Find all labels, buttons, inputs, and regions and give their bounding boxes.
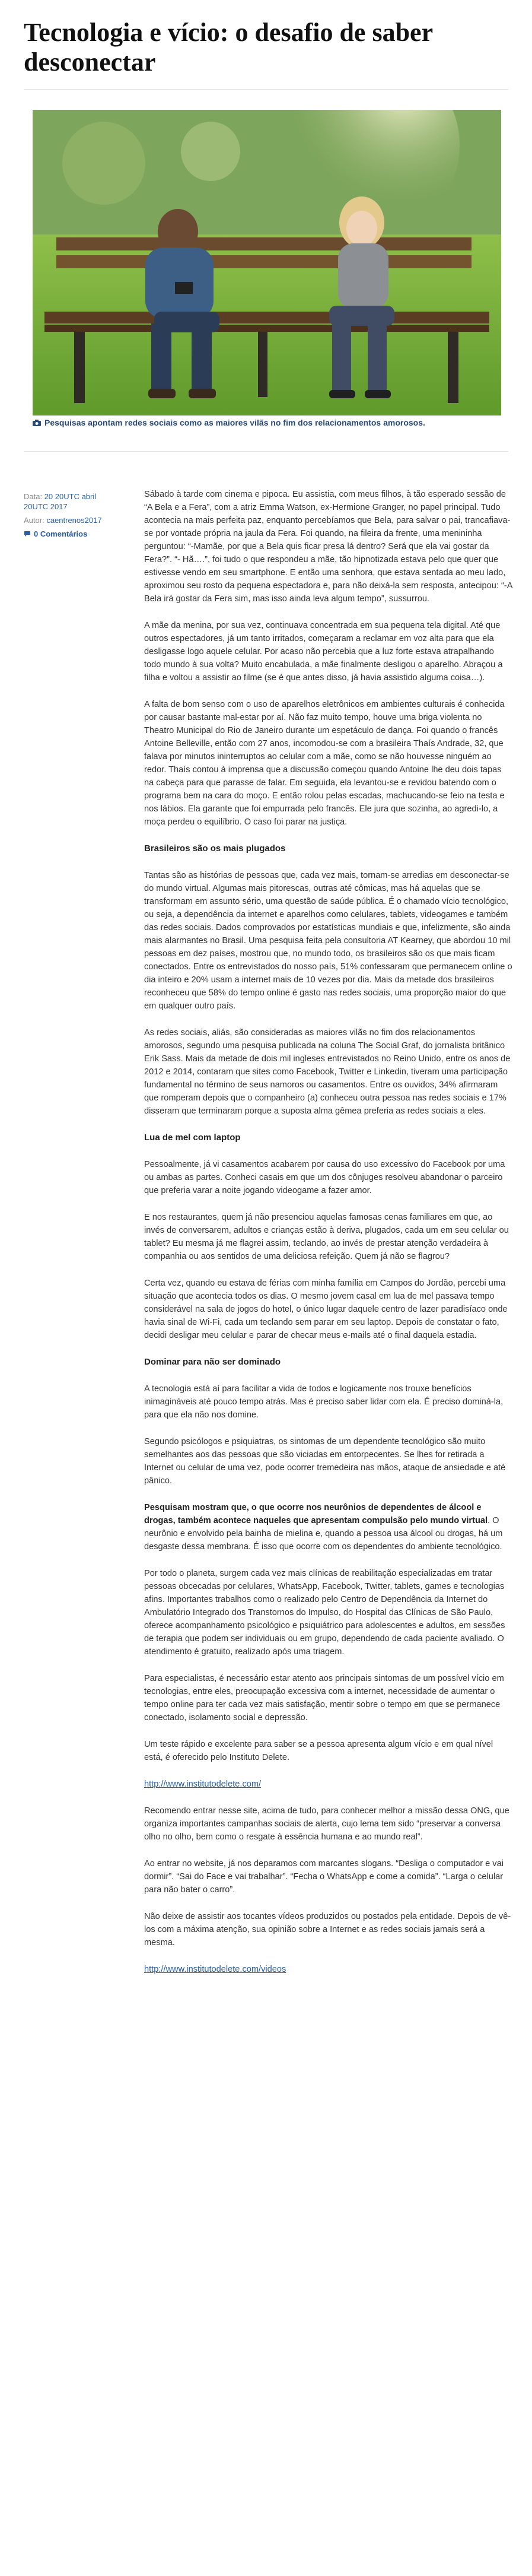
paragraph: As redes sociais, aliás, são consideradas as maiores vilãs no fim dos relacionamentos amorosos, segundo uma pesquisa publicada na coluna The Social Graf, do jornalista britânico Erik Sass. Mais da metade de dois mil ingleses entrevistados no Reino Unido, entre os anos de 2012 e 2014, contaram que sites como Facebook, Twitter e Linkedin, tiveram uma participação fundamental no término de seus namoros ou casamentos. Entre os ouvidos, 34% afirmaram que romperam depois que o companheiro (a) conheceu outra pessoa nas redes sociais e 17% disseram que terminaram porque a suposta alma gêmea preferia as redes sociais a eles. [144,1028,511,1116]
section-heading: Lua de mel com laptop [144,1132,241,1143]
paragraph: Certa vez, quando eu estava de férias com minha família em Campos do Jordão, percebi uma situação que acontecia todos os dias. O mesmo jovem casal em lua de mel passava tempo considerável na sala de jogos do hotel, o único lugar daquele centro de lazer paradisíaco onde havia sinal de Wi-Fi, cada um teclando sem parar em seu laptop. Depois de constatar o fato, decidi desligar meu celular e parar de checar meus e-mails até o final daquela estadia. [144,1279,508,1340]
link-paragraph [144,1778,513,1791]
date-label: Data: [24,492,43,501]
speech-bubble-icon [24,531,31,537]
link-paragraph [144,1963,513,1976]
section-heading: Brasileiros são os mais plugados [144,843,286,854]
comments-link[interactable] [24,529,119,539]
title-divider [24,89,508,90]
caption-divider [24,451,508,452]
institute-link[interactable]: http://www.institutodelete.com/ [144,1779,262,1789]
author-label: Autor: [24,516,44,525]
author-link[interactable]: caentrenos2017 [46,516,102,525]
paragraph: A tecnologia está aí para facilitar a vida de todos e logicamente nos trouxe benefícios inimagináveis até pouco tempo atrás. Mas é preciso saber lidar com ela. É preciso dominá-la, para que ela não nos domine. [144,1384,504,1420]
paragraph: Recomendo entrar nesse site, acima de tudo, para conhecer melhor a missão dessa ONG, que organiza importantes campanhas sociais de alerta, cujo lema tem sido “preservar a conversa olho no olho, bem como o resgate à essência humana e ao mundo real”. [144,1806,509,1842]
section-heading: Dominar para não ser dominado [144,1357,281,1367]
paragraph: Pessoalmente, já vi casamentos acabarem por causa do uso excessivo do Facebook por uma ou ambas as partes. Conheci casais em que um dos cônjuges resolveu abandonar o parceiro que preferia varar a noite jogando videogame a fazer amor. [144,1160,505,1195]
comments-count: 0 Comentários [34,529,88,538]
meta-author [24,515,119,525]
paragraph: Para especialistas, é necessário estar atento aos principais sintomas de um possível vício em tecnologias, entre eles, preocupação excessiva com a internet, necessidade de aumentar o tempo online para ter cada vez mais satisfação, mentir sobre o tempo em que se permanece conectado, isolamento social e depressão. [144,1674,504,1722]
image-caption [33,418,501,427]
paragraph: Um teste rápido e excelente para saber se a pessoa apresenta algum vício e em qual nível está, é oferecido pelo Instituto Delete. [144,1740,493,1762]
camera-icon [33,420,41,426]
meta-date [24,491,119,512]
article-body [144,488,513,1990]
paragraph-continuation: . O neurônio e envolvido pela bainha de mielina e, quando a pessoa usa álcool ou drogas, há um desgaste dessa membrana. É isso que ocorre com os dependentes do ambiente tecnológico. [144,1516,503,1552]
paragraph: Segundo psicólogos e psiquiatras, os sintomas de um dependente tecnológico são muito semelhantes aos das pessoas que são viciadas em entorpecentes. Se lhes for retirada a Internet ou celular de uma vez, pode ocorrer tremedeira nas mãos, ataque de ansiedade e até pânico. [144,1437,506,1486]
date-value[interactable]: 20 20UTC abril 20UTC 2017 [24,492,97,511]
videos-link[interactable]: http://www.institutodelete.com/videos [144,1965,286,1974]
caption-text: Pesquisas apontam redes sociais como as maiores vilãs no fim dos relacionamentos amorosos. [44,418,425,427]
article-meta [24,491,119,539]
paragraph-highlight [144,1501,513,1553]
paragraph: Tantas são as histórias de pessoas que, cada vez mais, tornam-se arredias em desconectar-se do mundo virtual. Algumas mais pitorescas, outras até cômicas, mas há aquelas que se transformam em assunto sério, uma questão de saúde pública. É o chamado vício tecnológico, ou seja, a dependência da internet e aparelhos como celulares, tablets, videogames e também das redes sociais. Dados comprovados por estatísticas mundiais e que, infelizmente, são ainda mais alarmantes no Brasil. Uma pesquisa feita pela consultoria AT Kearney, que abordou 10 mil pessoas em dez países, mostrou que, no mundo todo, os brasileiros são os que mais ficam conectados. Entre os entrevistados do nosso país, 51% confessaram que permanecem online o dia inteiro e 20% usam a internet mais de 10 vezes por dia. Mais da metade dos brasileiros reconheceu que 58% do tempo online é gasto nas redes sociais, uma proporção maior do que em qualquer outro país. [144,871,512,1011]
paragraph: Sábado à tarde com cinema e pipoca. Eu assistia, com meus filhos, à tão esperado sessão de “A Bela e a Fera”, com a atriz Emma Watson, ex-Hermione Granger, no papel principal. Tudo acontecia na mais perfeita paz, enquanto percebíamos que Bela, para salvar o pai, trancafiava-se por vontade própria na jaula da Fera. Foi quando, na fileira da frente, uma menininha perguntou: “-Mamãe, por que a Bela quis ficar presa lá dentro? Será que ela vai gostar da Fera?”. “- Hã….”, foi tudo o que respondeu a mãe, tão hipnotizada estava pelo que quer que estivesse vendo em seu smartphone. E então uma senhora, que estava sentada ao meu lado, aproximou seu rosto da pequena espectadora e, para não deixá-la sem resposta, antecipou: “-A Bela irá gostar da Fera sim, mas isso ainda leva algum tempo”, sussurrou. [144,490,512,604]
hero-image [33,110,501,415]
highlight-text: Pesquisam mostram que, o que ocorre nos neurônios de dependentes de álcool e drogas, também acontece naqueles que apresentam compulsão pelo mundo virtual [144,1503,488,1525]
couple-on-bench-photo [33,110,501,415]
paragraph: A falta de bom senso com o uso de aparelhos eletrônicos em ambientes culturais é conhecida por causar bastante mal-estar por aí. Não faz muito tempo, houve uma briga violenta no Theatro Municipal do Rio de Janeiro durante um espetáculo de dança. Foi quando o francês Antoine Belleville, então com 27 anos, incomodou-se com a brasileira Thaís Andrade, 32, que falava por minutos ininterruptos ao celular com a mãe, como se não houvesse ninguém ao redor. Thaís contou à imprensa que a discussão começou quando Antoine lhe deu dois tapas na cabeça para que parasse de falar. Em seguida, ela levantou-se e revidou batendo com o programa bem na cara do moço. E então rolou pelas escadas, machucando-se feio na testa e nos lábios. Ela garante que foi empurrada pelo francês. Ele jura que sozinha, ao agredi-lo, a moça perdeu o equilíbrio. O caso foi parar na justiça. [144,700,505,827]
article-title: Tecnologia e vício: o desafio de saber desconectar [24,18,433,77]
paragraph: Não deixe de assistir aos tocantes vídeos produzidos ou postados pela entidade. Depois de vê-los com a máxima atenção, sua opinião sobre a Internet e as redes sociais jamais será a mesma. [144,1912,511,1947]
paragraph: A mãe da menina, por sua vez, continuava concentrada em sua pequena tela digital. Até que outros espectadores, já um tanto irritados, começaram a reclamar em voz alta para que ela desligasse logo aquele celular. Por acaso não percebia que a luz forte estava atrapalhando todo mundo à sua volta? Muito encabulada, a mãe finalmente desligou o aparelho. Abraçou a filha e voltou a assistir ao filme (se é que antes disso, já havia assistido alguma coisa…). [144,621,503,683]
paragraph: Por todo o planeta, surgem cada vez mais clínicas de reabilitação especializadas em tratar pessoas obcecadas por celulares, WhatsApp, Facebook, Twitter, tablets, games e tecnologias afins. Importantes trabalhos como o realizado pelo Centro de Dependência da Internet do Ambulatório Integrado dos Transtornos do Impulso, do Hospital das Clínicas de São Paulo, oferece acompanhamento psicológico e psiquiátrico para adolescentes e adultos, em sessões de terapia que podem ser individuais ou em grupo, dependendo de cada paciente avaliado. O atendimento é gratuito, realizado após uma triagem. [144,1569,505,1657]
paragraph: Ao entrar no website, já nos deparamos com marcantes slogans. “Desliga o computador e vai dormir”. “Sai do Face e vai trabalhar”. “Fecha o WhatsApp e come a comida”. “Larga o celular para não bater o carro”. [144,1859,504,1895]
paragraph: E nos restaurantes, quem já não presenciou aquelas famosas cenas familiares em que, ao invés de conversarem, adultos e crianças estão à deriva, plugados, cada um em seu celular ou tablet? Eu mesma já me flagrei assim, teclando, ao invés de prestar atenção verdadeira à companhia ou aos sentidos de uma deliciosa refeição. Quem já não se flagrou? [144,1213,509,1261]
